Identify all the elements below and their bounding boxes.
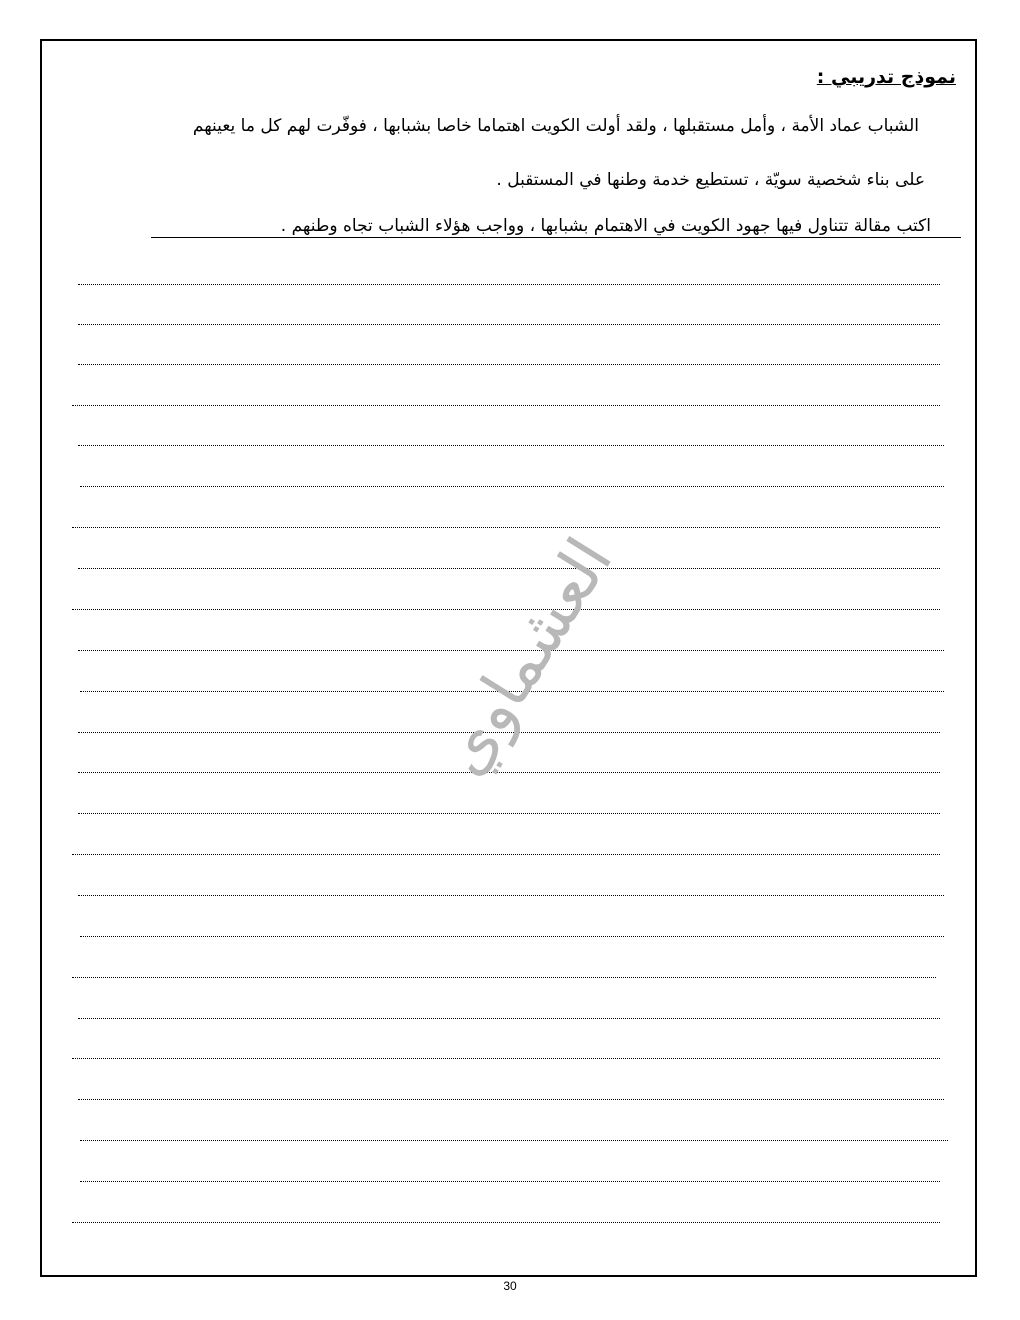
page-number: 30 bbox=[503, 1279, 517, 1293]
answer-line bbox=[78, 364, 940, 365]
answer-line bbox=[72, 527, 940, 528]
exercise-heading: نموذج تدريبي : bbox=[816, 66, 956, 88]
answer-line bbox=[72, 609, 940, 610]
passage-line-1: الشباب عماد الأمة ، وأمل مستقبلها ، ولقد أولت الكويت اهتماما خاصا بشبابها ، فوفّرت لهم كل ما يعينهم bbox=[192, 116, 919, 136]
answer-line bbox=[78, 324, 940, 325]
writing-task: اكتب مقالة تتناول فيها جهود الكويت في الاهتمام بشبابها ، وواجب هؤلاء الشباب تجاه وطنهم . bbox=[151, 216, 961, 238]
answer-line bbox=[80, 1181, 940, 1182]
answer-line bbox=[80, 936, 944, 937]
answer-line bbox=[78, 772, 940, 773]
passage-line-2: على بناء شخصية سويّة ، تستطيع خدمة وطنها في المستقبل . bbox=[496, 170, 925, 190]
answer-line bbox=[72, 977, 936, 978]
answer-line bbox=[72, 405, 940, 406]
answer-line bbox=[78, 445, 944, 446]
answer-line bbox=[72, 854, 940, 855]
answer-line bbox=[80, 1140, 948, 1141]
answer-line bbox=[72, 1222, 940, 1223]
answer-line bbox=[78, 284, 940, 285]
answer-line bbox=[78, 895, 944, 896]
answer-line bbox=[72, 1058, 940, 1059]
answer-line bbox=[78, 568, 940, 569]
answer-line bbox=[78, 1018, 940, 1019]
answer-line bbox=[78, 813, 940, 814]
answer-line bbox=[78, 1099, 944, 1100]
answer-line bbox=[80, 486, 944, 487]
watermark: العشماوي bbox=[425, 525, 628, 789]
